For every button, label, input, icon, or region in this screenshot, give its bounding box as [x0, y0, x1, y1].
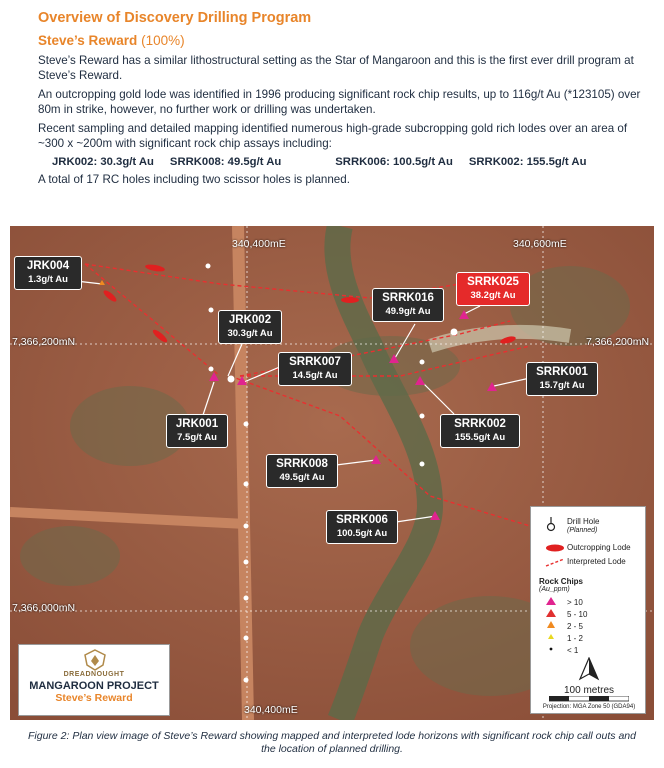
legend-class: 5 - 10 [567, 610, 588, 619]
company-name: DREADNOUGHT [63, 671, 125, 678]
callout-name: SRRK016 [382, 292, 434, 304]
page-title: Overview of Discovery Drilling Program [38, 10, 312, 26]
map-legend [530, 506, 646, 714]
north-arrow-icon [577, 657, 601, 681]
paragraph-closing: A total of 17 RC holes including two scissor holes is planned. [38, 173, 350, 186]
grid-label-easting: 340,600mE [513, 238, 567, 250]
legend-drill-hole: Drill Hole [567, 517, 600, 526]
legend-class: < 1 [567, 646, 579, 655]
callout-value: 14.5g/t Au [292, 370, 338, 381]
callout-name: SRRK025 [467, 276, 519, 288]
figure-caption: Figure 2: Plan view image of Steve’s Reward showing mapped and interpreted lode horizons with significant rock chip call outs and the location of planned drilling. [28, 730, 636, 755]
outcropping-lode-icon [545, 543, 565, 553]
callout-jrk001 [166, 414, 228, 448]
paragraph-1: Steve’s Reward has a similar lithostructural setting as the Star of Mangaroon and this is the first ever drill program at Steve’s Reward. [38, 54, 634, 82]
grid-label-northing: 7,366,200mN [586, 336, 650, 348]
assay-item: SRRK006: 100.5g/t Au [335, 156, 453, 168]
grid-label-easting: 340,400mE [244, 704, 298, 716]
callout-srrk007 [278, 352, 352, 386]
callout-srrk002 [440, 414, 520, 448]
subtitle-percent: (100%) [141, 33, 185, 48]
prospect-name: Steve’s Reward [55, 692, 133, 704]
callout-value: 38.2g/t Au [470, 290, 516, 301]
scale-bar-label: 100 metres [563, 685, 615, 696]
callout-value: 49.5g/t Au [279, 472, 325, 483]
rock-chip-class-icons [545, 597, 557, 657]
callout-name: JRK001 [175, 418, 219, 430]
callout-name: SRRK007 [289, 356, 341, 368]
scale-bar [549, 696, 629, 702]
legend-interpreted-lode: Interpreted Lode [567, 557, 626, 566]
assay-list [52, 156, 648, 168]
interpreted-lode-icon [545, 557, 565, 567]
callout-name: SRRK001 [536, 366, 588, 378]
callout-srrk001 [526, 362, 598, 396]
paragraph-3: Recent sampling and detailed mapping identified numerous high-grade subcropping gold rich lodes over an area of ~300 x ~200m with significant rock chip assays including: [38, 122, 628, 150]
paragraph-2: An outcropping gold lode was identified in 1996 producing significant rock chip results, up to 116g/t Au (*123105) over 80m in strike, however, no further work or drilling was undertaken. [38, 88, 641, 116]
assay-item: SRRK008: 49.5g/t Au [169, 156, 282, 168]
callout-name: JRK002 [228, 314, 272, 326]
callout-value: 1.3g/t Au [28, 274, 68, 285]
map-figure [10, 226, 654, 720]
assay-item: SRRK002: 155.5g/t Au [468, 156, 587, 168]
callout-srrk016 [372, 288, 444, 322]
legend-class: 2 - 5 [567, 622, 584, 631]
project-logo [18, 644, 170, 716]
legend-class: > 10 [567, 598, 583, 607]
grid-label-northing: 7,366,000mN [12, 602, 76, 614]
legend-outcropping-lode: Outcropping Lode [567, 543, 631, 552]
grid-label-northing: 7,366,200mN [12, 336, 76, 348]
text-header [38, 10, 648, 193]
callout-jrk002 [218, 310, 282, 344]
legend-rock-chips: Rock Chips [539, 577, 584, 586]
callout-value: 155.5g/t Au [454, 432, 506, 443]
legend-rock-chips-unit: (Au_ppm) [539, 586, 570, 593]
callout-srrk008 [266, 454, 338, 488]
legend-class: 1 - 2 [567, 634, 584, 643]
drill-hole-icon [545, 517, 557, 533]
callout-name: SRRK006 [336, 514, 388, 526]
callout-value: 49.9g/t Au [385, 306, 431, 317]
callout-value: 30.3g/t Au [227, 328, 273, 339]
assay-item: JRK002: 30.3g/t Au [52, 156, 154, 168]
legend-planned: (Planned) [567, 527, 598, 534]
callout-name: SRRK002 [454, 418, 506, 430]
dreadnought-logo-icon [83, 649, 107, 671]
callout-value: 100.5g/t Au [336, 528, 388, 539]
callout-name: SRRK008 [276, 458, 328, 470]
subtitle-text: Steve’s Reward [38, 33, 138, 48]
project-name: MANGAROON PROJECT [29, 680, 159, 692]
callout-value: 15.7g/t Au [539, 380, 585, 391]
callout-jrk004 [14, 256, 82, 290]
grid-label-easting: 340,400mE [232, 238, 286, 250]
callout-name: JRK004 [26, 260, 70, 272]
section-subtitle [38, 33, 648, 48]
callout-srrk025 [456, 272, 530, 306]
projection-label: Projection: MGA Zone 50 (GDA94) [542, 704, 636, 710]
callout-srrk006 [326, 510, 398, 544]
callout-value: 7.5g/t Au [177, 432, 217, 443]
